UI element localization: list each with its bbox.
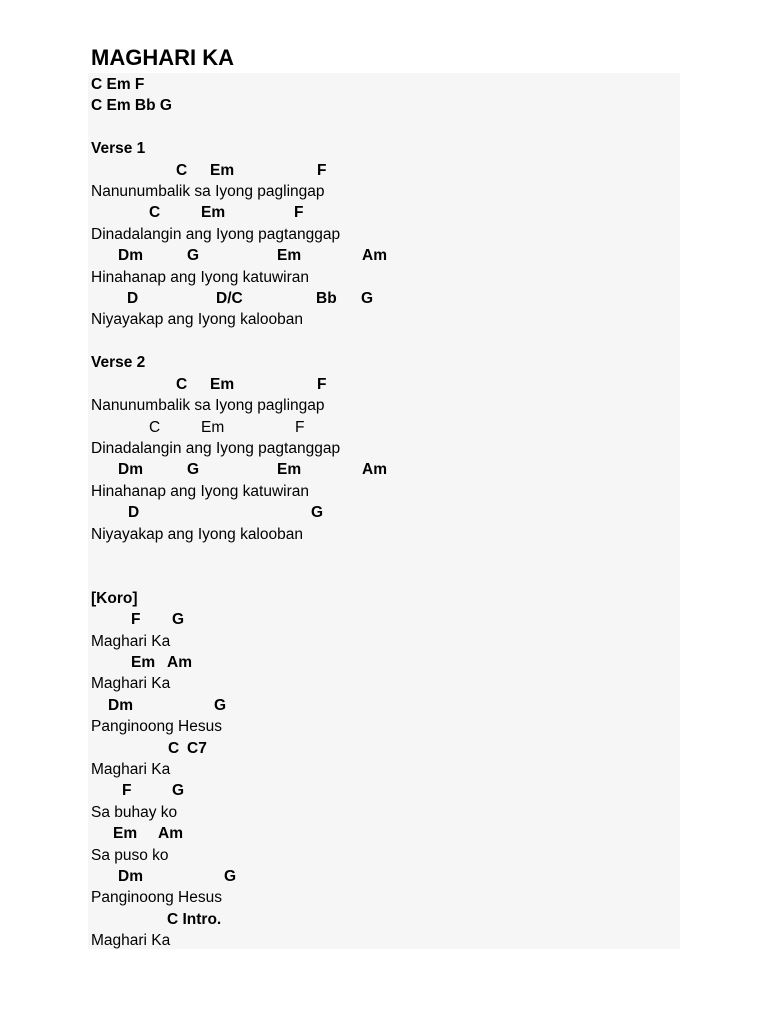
chord-line xyxy=(91,780,680,801)
chord: Am xyxy=(167,653,192,671)
chord-line xyxy=(91,823,680,844)
chord: F xyxy=(295,418,305,436)
lyric-line: Maghari Ka xyxy=(91,675,171,693)
chord: G xyxy=(172,611,185,629)
chord: Em xyxy=(201,418,225,436)
chord: F xyxy=(317,375,327,393)
chord-line xyxy=(91,202,680,223)
chord: Em xyxy=(277,461,302,479)
chord-line xyxy=(91,160,680,181)
section-heading-koro: [Koro] xyxy=(91,589,138,607)
intro-chord-line: C Em F xyxy=(91,76,145,93)
chord-line xyxy=(91,866,680,887)
chord: Em xyxy=(131,653,156,671)
chord: C7 xyxy=(187,739,207,757)
chord: G xyxy=(187,461,200,479)
chord: F xyxy=(131,611,141,629)
chord: C xyxy=(168,739,180,757)
chord: C xyxy=(149,418,161,436)
chord-line xyxy=(91,288,680,309)
chord-line xyxy=(91,909,680,930)
chord: Am xyxy=(362,247,387,265)
chord: D xyxy=(127,290,139,308)
chord: C xyxy=(176,375,188,393)
lyric-line: Dinadalangin ang Iyong pagtanggap xyxy=(91,439,341,457)
chord-line xyxy=(91,695,680,716)
chord: G xyxy=(361,290,374,308)
chord: C xyxy=(176,161,188,179)
chord: Em xyxy=(201,204,226,222)
chord: F xyxy=(294,204,304,222)
chord: Dm xyxy=(118,247,143,265)
chord: Bb xyxy=(316,290,337,308)
section-heading-verse-1: Verse 1 xyxy=(91,140,146,158)
lyric-line: Niyayakap ang Iyong kalooban xyxy=(91,311,303,329)
spacer xyxy=(91,331,680,352)
lyric-line: Nanunumbalik sa Iyong paglingap xyxy=(91,397,325,415)
chord: Em xyxy=(210,375,235,393)
chord: F xyxy=(317,161,327,179)
chord-line xyxy=(91,245,680,266)
chord-line xyxy=(91,609,680,630)
chord: G xyxy=(224,868,237,886)
chord: Em xyxy=(277,247,302,265)
lyric-line: Dinadalangin ang Iyong pagtanggap xyxy=(91,225,341,243)
chord: G xyxy=(187,247,200,265)
chord-line xyxy=(91,502,680,523)
lyric-line: Hinahanap ang Iyong katuwiran xyxy=(91,482,310,500)
chord-line xyxy=(91,417,680,438)
lyric-line: Niyayakap ang Iyong kalooban xyxy=(91,525,303,543)
lyric-line: Panginoong Hesus xyxy=(91,718,222,736)
chord-line xyxy=(91,652,680,673)
chord: G xyxy=(172,782,185,800)
spacer xyxy=(91,117,680,138)
lyric-line: Maghari Ka xyxy=(91,632,171,650)
section-heading-verse-2: Verse 2 xyxy=(91,354,146,372)
chord: C xyxy=(149,204,161,222)
chord: Am xyxy=(158,825,183,843)
lyric-line: Maghari Ka xyxy=(91,761,171,778)
chord: F xyxy=(122,782,132,800)
chord: Dm xyxy=(118,461,143,479)
lyric-line: Maghari Ka xyxy=(91,932,171,950)
chord: Em xyxy=(113,825,138,843)
chord: G xyxy=(311,504,324,522)
spacer xyxy=(91,545,680,566)
chord-line xyxy=(91,459,680,480)
chord: Dm xyxy=(108,696,133,714)
intro-chord-line: C Em Bb G xyxy=(91,97,172,115)
chord: D/C xyxy=(216,290,243,308)
chord: D xyxy=(128,504,140,522)
lyric-line: Hinahanap ang Iyong katuwiran xyxy=(91,268,310,286)
song-title: MAGHARI KA xyxy=(91,45,234,70)
chord-sheet xyxy=(91,74,680,952)
lyric-line: Sa puso ko xyxy=(91,846,169,864)
lyric-line: Sa buhay ko xyxy=(91,803,178,821)
lyric-line: Nanunumbalik sa Iyong paglingap xyxy=(91,183,325,201)
chord: G xyxy=(214,696,227,714)
chord: Am xyxy=(362,461,387,479)
chord: Dm xyxy=(118,868,143,886)
lyric-line: Panginoong Hesus xyxy=(91,889,222,907)
spacer xyxy=(91,566,680,587)
chord-line xyxy=(91,374,680,395)
chord: C Intro. xyxy=(167,910,222,928)
chord: Em xyxy=(210,161,235,179)
chord-line xyxy=(91,738,680,759)
